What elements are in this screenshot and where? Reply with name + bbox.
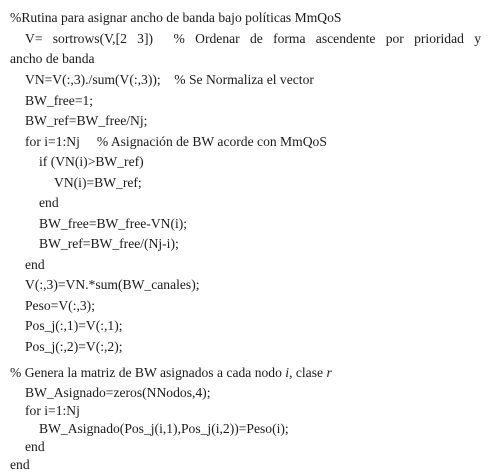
code-line-if: if (VN(i)>BW_ref) — [39, 154, 144, 169]
code-line-update-bw-ref: BW_ref=BW_free/(Nj-i); — [39, 236, 179, 251]
code-line-sortrows: V= sortrows(V,[2 3]) % Ordenar de forma ascendente por prioridad y — [25, 31, 481, 46]
comment-var-i: i — [285, 365, 290, 380]
code-line-assign-vn: VN(i)=BW_ref; — [54, 175, 142, 190]
code-line-sortrows-continuation: ancho de banda — [10, 51, 95, 66]
comment-var-r: r — [326, 365, 332, 380]
code-line-pos-j-1: Pos_j(:,1)=V(:,1); — [25, 318, 123, 333]
code-line-bw-ref: BW_ref=BW_free/Nj; — [25, 113, 148, 128]
code-line-assign-peso: BW_Asignado(Pos_j(i,1),Pos_j(i,2))=Peso(i); — [39, 421, 289, 436]
code-line-zeros: BW_Asignado=zeros(NNodos,4); — [25, 385, 211, 400]
code-line-for-loop: for i=1:Nj % Asignación de BW acorde con MmQoS — [25, 134, 327, 149]
code-line-update-bw-free: BW_free=BW_free-VN(i); — [39, 216, 188, 231]
code-line-end-for-2: end — [25, 439, 45, 454]
code-line-comment-header: %Rutina para asignar ancho de banda bajo políticas MmQoS — [10, 10, 342, 25]
code-line-normalize: VN=V(:,3)./sum(V(:,3)); % Se Normaliza el vector — [25, 72, 314, 87]
code-line-for-loop-2: for i=1:Nj — [25, 403, 80, 418]
code-line-scale-bandwidth: V(:,3)=VN.*sum(BW_canales); — [25, 277, 200, 292]
code-line-end-if: end — [39, 195, 59, 210]
code-line-end-for: end — [25, 257, 45, 272]
comment-sep: , clase — [289, 365, 327, 380]
code-line-end-function: end — [10, 457, 30, 472]
comment-text: % Genera la matriz de BW asignados a cada nodo — [10, 365, 286, 380]
code-line-bw-free: BW_free=1; — [25, 93, 94, 108]
code-line-comment-matrix — [10, 364, 332, 381]
code-line-pos-j-2: Pos_j(:,2)=V(:,2); — [25, 339, 123, 354]
code-line-peso: Peso=V(:,3); — [25, 298, 95, 313]
